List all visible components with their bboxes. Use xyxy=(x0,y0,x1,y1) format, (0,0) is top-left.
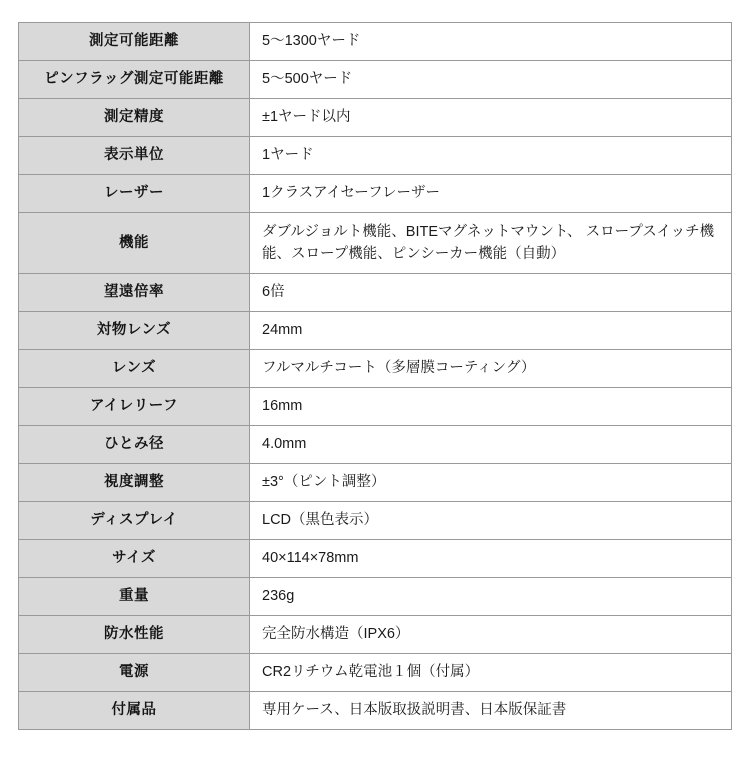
spec-label: 機能 xyxy=(19,213,250,274)
table-row xyxy=(19,350,732,388)
spec-value: 16mm xyxy=(250,388,732,426)
spec-label: 望遠倍率 xyxy=(19,274,250,312)
spec-value: ±3°（ピント調整） xyxy=(250,464,732,502)
table-row xyxy=(19,137,732,175)
spec-label: 視度調整 xyxy=(19,464,250,502)
spec-label: 対物レンズ xyxy=(19,312,250,350)
spec-value: 236g xyxy=(250,578,732,616)
table-row xyxy=(19,464,732,502)
table-row xyxy=(19,175,732,213)
table-row xyxy=(19,23,732,61)
spec-value: 40×114×78mm xyxy=(250,540,732,578)
table-row xyxy=(19,654,732,692)
specification-table-body xyxy=(19,23,732,730)
spec-label: 重量 xyxy=(19,578,250,616)
spec-value: フルマルチコート（多層膜コーティング） xyxy=(250,350,732,388)
table-row xyxy=(19,312,732,350)
spec-value: 1ヤード xyxy=(250,137,732,175)
spec-label: 防水性能 xyxy=(19,616,250,654)
table-row xyxy=(19,213,732,274)
spec-value: 6倍 xyxy=(250,274,732,312)
table-row xyxy=(19,540,732,578)
table-row xyxy=(19,616,732,654)
spec-value: CR2リチウム乾電池１個（付属） xyxy=(250,654,732,692)
spec-value: ±1ヤード以内 xyxy=(250,99,732,137)
table-row xyxy=(19,274,732,312)
spec-label: レーザー xyxy=(19,175,250,213)
spec-label: サイズ xyxy=(19,540,250,578)
table-row xyxy=(19,61,732,99)
spec-value: 専用ケース、日本版取扱説明書、日本版保証書 xyxy=(250,692,732,730)
spec-label: 付属品 xyxy=(19,692,250,730)
table-row xyxy=(19,388,732,426)
spec-label: ひとみ径 xyxy=(19,426,250,464)
specification-table xyxy=(18,22,732,730)
spec-label: レンズ xyxy=(19,350,250,388)
spec-label: ピンフラッグ測定可能距離 xyxy=(19,61,250,99)
table-row xyxy=(19,692,732,730)
table-row xyxy=(19,426,732,464)
spec-value: 5〜1300ヤード xyxy=(250,23,732,61)
spec-value: 5〜500ヤード xyxy=(250,61,732,99)
table-row xyxy=(19,578,732,616)
spec-value: LCD（黒色表示） xyxy=(250,502,732,540)
spec-label: ディスプレイ xyxy=(19,502,250,540)
spec-label: アイレリーフ xyxy=(19,388,250,426)
spec-value: 4.0mm xyxy=(250,426,732,464)
spec-label: 電源 xyxy=(19,654,250,692)
spec-label: 表示単位 xyxy=(19,137,250,175)
spec-value: 24mm xyxy=(250,312,732,350)
spec-value: 完全防水構造（IPX6） xyxy=(250,616,732,654)
table-row xyxy=(19,99,732,137)
spec-label: 測定可能距離 xyxy=(19,23,250,61)
spec-value: ダブルジョルト機能、BITEマグネットマウント、 スロープスイッチ機能、スロープ機能、ピンシーカー機能（自動） xyxy=(250,213,732,274)
table-row xyxy=(19,502,732,540)
spec-value: 1クラスアイセーフレーザー xyxy=(250,175,732,213)
spec-label: 測定精度 xyxy=(19,99,250,137)
